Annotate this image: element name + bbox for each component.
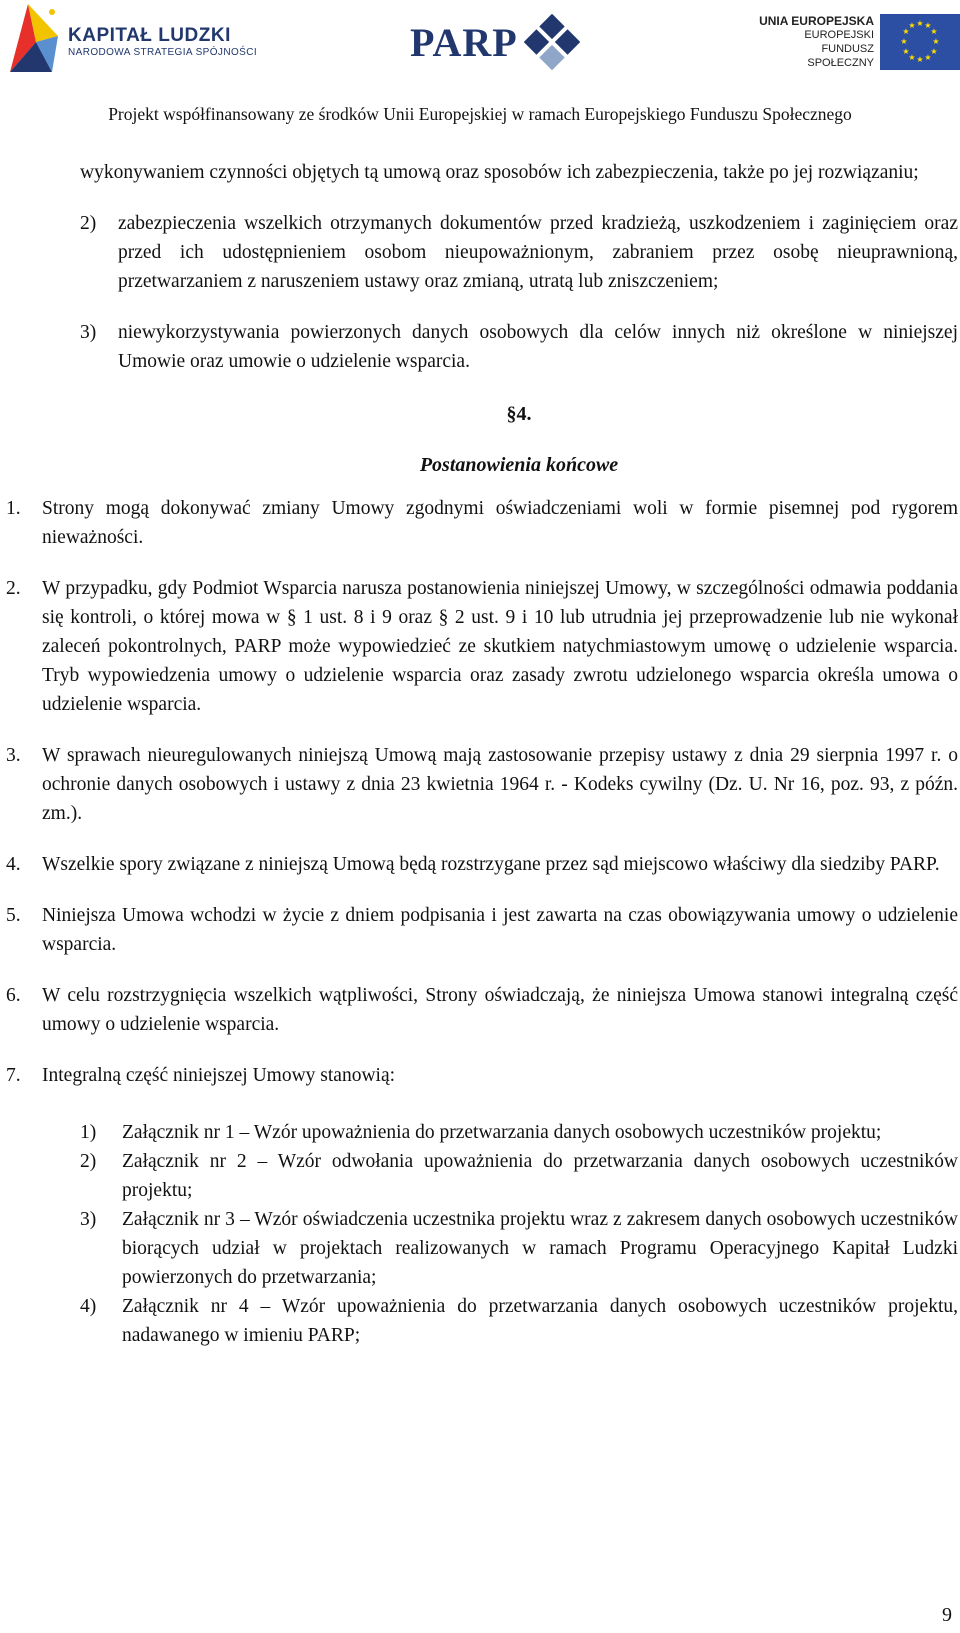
- eu-logo: [752, 14, 960, 70]
- eu-logo-line1: UNIA EUROPEJSKA: [759, 14, 874, 28]
- attachment-number: 3): [80, 1209, 97, 1230]
- svg-text:★: ★: [932, 37, 940, 46]
- intro-paragraph: wykonywaniem czynności objętych tą umową oraz sposobów ich zabezpieczenia, także po jej rozwiązaniu;: [80, 162, 919, 183]
- eu-logo-line3: FUNDUSZ SPOŁECZNY: [807, 43, 874, 69]
- attachment-number: 2): [80, 1151, 97, 1172]
- svg-text:★: ★: [902, 47, 910, 56]
- svg-text:★: ★: [930, 27, 938, 36]
- project-cofinancing-line: Projekt współfinansowany ze środków Unii Europejskiej w ramach Europejskiego Funduszu Społecznego: [108, 104, 852, 124]
- list-item-number: 3): [80, 322, 97, 343]
- eu-flag-icon: [880, 14, 960, 70]
- list-item-number: 2): [80, 213, 97, 234]
- attachment-item: [80, 1118, 958, 1147]
- parp-logo-text: PARP: [410, 19, 518, 65]
- attachment-text: Załącznik nr 1 – Wzór upoważnienia do przetwarzania danych osobowych uczestników projektu;: [122, 1122, 882, 1143]
- kapital-ludzki-logo: [6, 2, 257, 74]
- list-item: [80, 209, 958, 296]
- logo-bar: [0, 0, 960, 92]
- numbered-point: 3. W sprawach nieuregulowanych niniejszą Umową mają zastosowanie przepisy ustawy z dnia 29 sierpnia 1997 r. o ochronie danych osobowych i ustawy z dnia 23 kwietnia 1964 r. - Kodeks cywilny (Dz. U. Nr 16, poz. 93, z późn. zm.).: [42, 741, 958, 828]
- attachment-text: Załącznik nr 2 – Wzór odwołania upoważnienia do przetwarzania danych osobowych uczestników projektu;: [122, 1151, 958, 1201]
- section-number: §4.: [506, 403, 532, 425]
- attachment-text: Załącznik nr 3 – Wzór oświadczenia uczestnika projektu wraz z zakresem danych osobowych uczestników biorących udział w projektach realizowanych w ramach Programu Operacyjnego Kapitał Ludzki powierzonych do przetwarzania;: [122, 1209, 958, 1288]
- attachment-text: Załącznik nr 4 – Wzór upoważnienia do przetwarzania danych osobowych uczestników projektu, nadawanego w imieniu PARP;: [122, 1296, 958, 1346]
- svg-text:★: ★: [908, 21, 916, 30]
- numbered-point: 2. W przypadku, gdy Podmiot Wsparcia narusza postanowienia niniejszej Umowy, w szczególności odmawia poddania się kontroli, o której mowa w § 1 ust. 8 i 9 oraz § 2 ust. 9 i 10 lub utrudnia jej przeprowadzenie lub nie wykonał zaleceń pokontrolnych, PARP może wypowiedzieć ze skutkiem natychmiastowym umowę o udzielenie wsparcia. Tryb wypowiedzenia umowy o udzielenie wsparcia oraz zasady zwrotu udzielonego wsparcia określa umowa o udzielenie wsparcia.: [42, 574, 958, 719]
- numbered-point: 1. Strony mogą dokonywać zmiany Umowy zgodnymi oświadczeniami woli w formie pisemnej pod rygorem nieważności.: [42, 494, 958, 552]
- eu-logo-line2: EUROPEJSKI: [804, 29, 874, 41]
- point-text: Integralną część niniejszej Umowy stanowią:: [42, 1065, 396, 1086]
- attachment-item: [80, 1147, 958, 1205]
- list-item-text: niewykorzystywania powierzonych danych osobowych dla celów innych niż określone w niniejszej Umowie oraz umowie o udzielenie wsparcia.: [118, 322, 958, 372]
- point-text: W przypadku, gdy Podmiot Wsparcia narusza postanowienia niniejszej Umowy, w szczególności odmawia poddania się kontroli, o której mowa w § 1 ust. 8 i 9 oraz § 2 ust. 9 i 10 lub utrudnia jej przeprowadzenie lub nie wykonał zaleceń pokontrolnych, PARP może wypowiedzieć ze skutkiem natychmiastowym umowę o udzielenie wsparcia. Tryb wypowiedzenia umowy o udzielenie wsparcia oraz zasady zwrotu udzielonego wsparcia określa umowa o udzielenie wsparcia.: [42, 578, 958, 715]
- eu-stars-icon: [880, 14, 960, 70]
- section-title: Postanowienia końcowe: [419, 454, 619, 476]
- point-text: Wszelkie spory związane z niniejszą Umową będą rozstrzygane przez sąd miejscowo właściwy dla siedziby PARP.: [42, 854, 940, 875]
- kapital-ludzki-title: KAPITAŁ LUDZKI: [68, 25, 231, 46]
- kapital-ludzki-star-icon: [6, 2, 62, 74]
- svg-text:★: ★: [930, 47, 938, 56]
- svg-text:★: ★: [902, 27, 910, 36]
- page-number: 9: [942, 1604, 952, 1626]
- attachment-item: [80, 1205, 958, 1292]
- list-item-text: zabezpieczenia wszelkich otrzymanych dokumentów przed kradzieżą, uszkodzeniem i zaginięciem oraz przed ich udostępnieniem osobom nieupoważnionym, zabraniem przez osobę nieuprawnioną, przetwarzaniem z naruszeniem ustawy oraz zmianą, utratą lub zniszczeniem;: [118, 213, 958, 292]
- list-item: [80, 318, 958, 376]
- attachment-item: [80, 1292, 958, 1350]
- attachment-number: 1): [80, 1122, 97, 1143]
- svg-text:★: ★: [900, 37, 908, 46]
- point-text: W sprawach nieuregulowanych niniejszą Umową mają zastosowanie przepisy ustawy z dnia 29 sierpnia 1997 r. o ochronie danych osobowych i ustawy z dnia 23 kwietnia 1964 r. - Kodeks cywilny (Dz. U. Nr 16, poz. 93, z późn. zm.).: [42, 745, 958, 824]
- attachment-number: 4): [80, 1296, 97, 1317]
- parp-emblem-icon: [524, 14, 580, 70]
- point-text: Strony mogą dokonywać zmiany Umowy zgodnymi oświadczeniami woli w formie pisemnej pod rygorem nieważności.: [42, 498, 958, 548]
- numbered-point: 5. Niniejsza Umowa wchodzi w życie z dniem podpisania i jest zawarta na czas obowiązywania umowy o udzielenie wsparcia.: [42, 901, 958, 959]
- kapital-ludzki-subtitle: NARODOWA STRATEGIA SPÓJNOŚCI: [68, 47, 258, 58]
- svg-text:★: ★: [924, 21, 932, 30]
- document-body: [6, 158, 958, 1350]
- svg-text:★: ★: [908, 53, 916, 62]
- svg-text:★: ★: [924, 53, 932, 62]
- svg-text:★: ★: [916, 19, 924, 28]
- numbered-point: 6. W celu rozstrzygnięcia wszelkich wątpliwości, Strony oświadczają, że niniejsza Umowa stanowi integralną część umowy o udzielenie wsparcia.: [42, 981, 958, 1039]
- point-text: W celu rozstrzygnięcia wszelkich wątpliwości, Strony oświadczają, że niniejsza Umowa stanowi integralną część umowy o udzielenie wsparcia.: [42, 985, 958, 1035]
- point-text: Niniejsza Umowa wchodzi w życie z dniem podpisania i jest zawarta na czas obowiązywania umowy o udzielenie wsparcia.: [42, 905, 958, 955]
- numbered-point: 7. Integralną część niniejszej Umowy stanowią:: [42, 1061, 958, 1090]
- svg-text:★: ★: [916, 55, 924, 64]
- parp-logo: [410, 14, 580, 70]
- numbered-point: 4. Wszelkie spory związane z niniejszą Umową będą rozstrzygane przez sąd miejscowo właściwy dla siedziby PARP.: [42, 850, 958, 879]
